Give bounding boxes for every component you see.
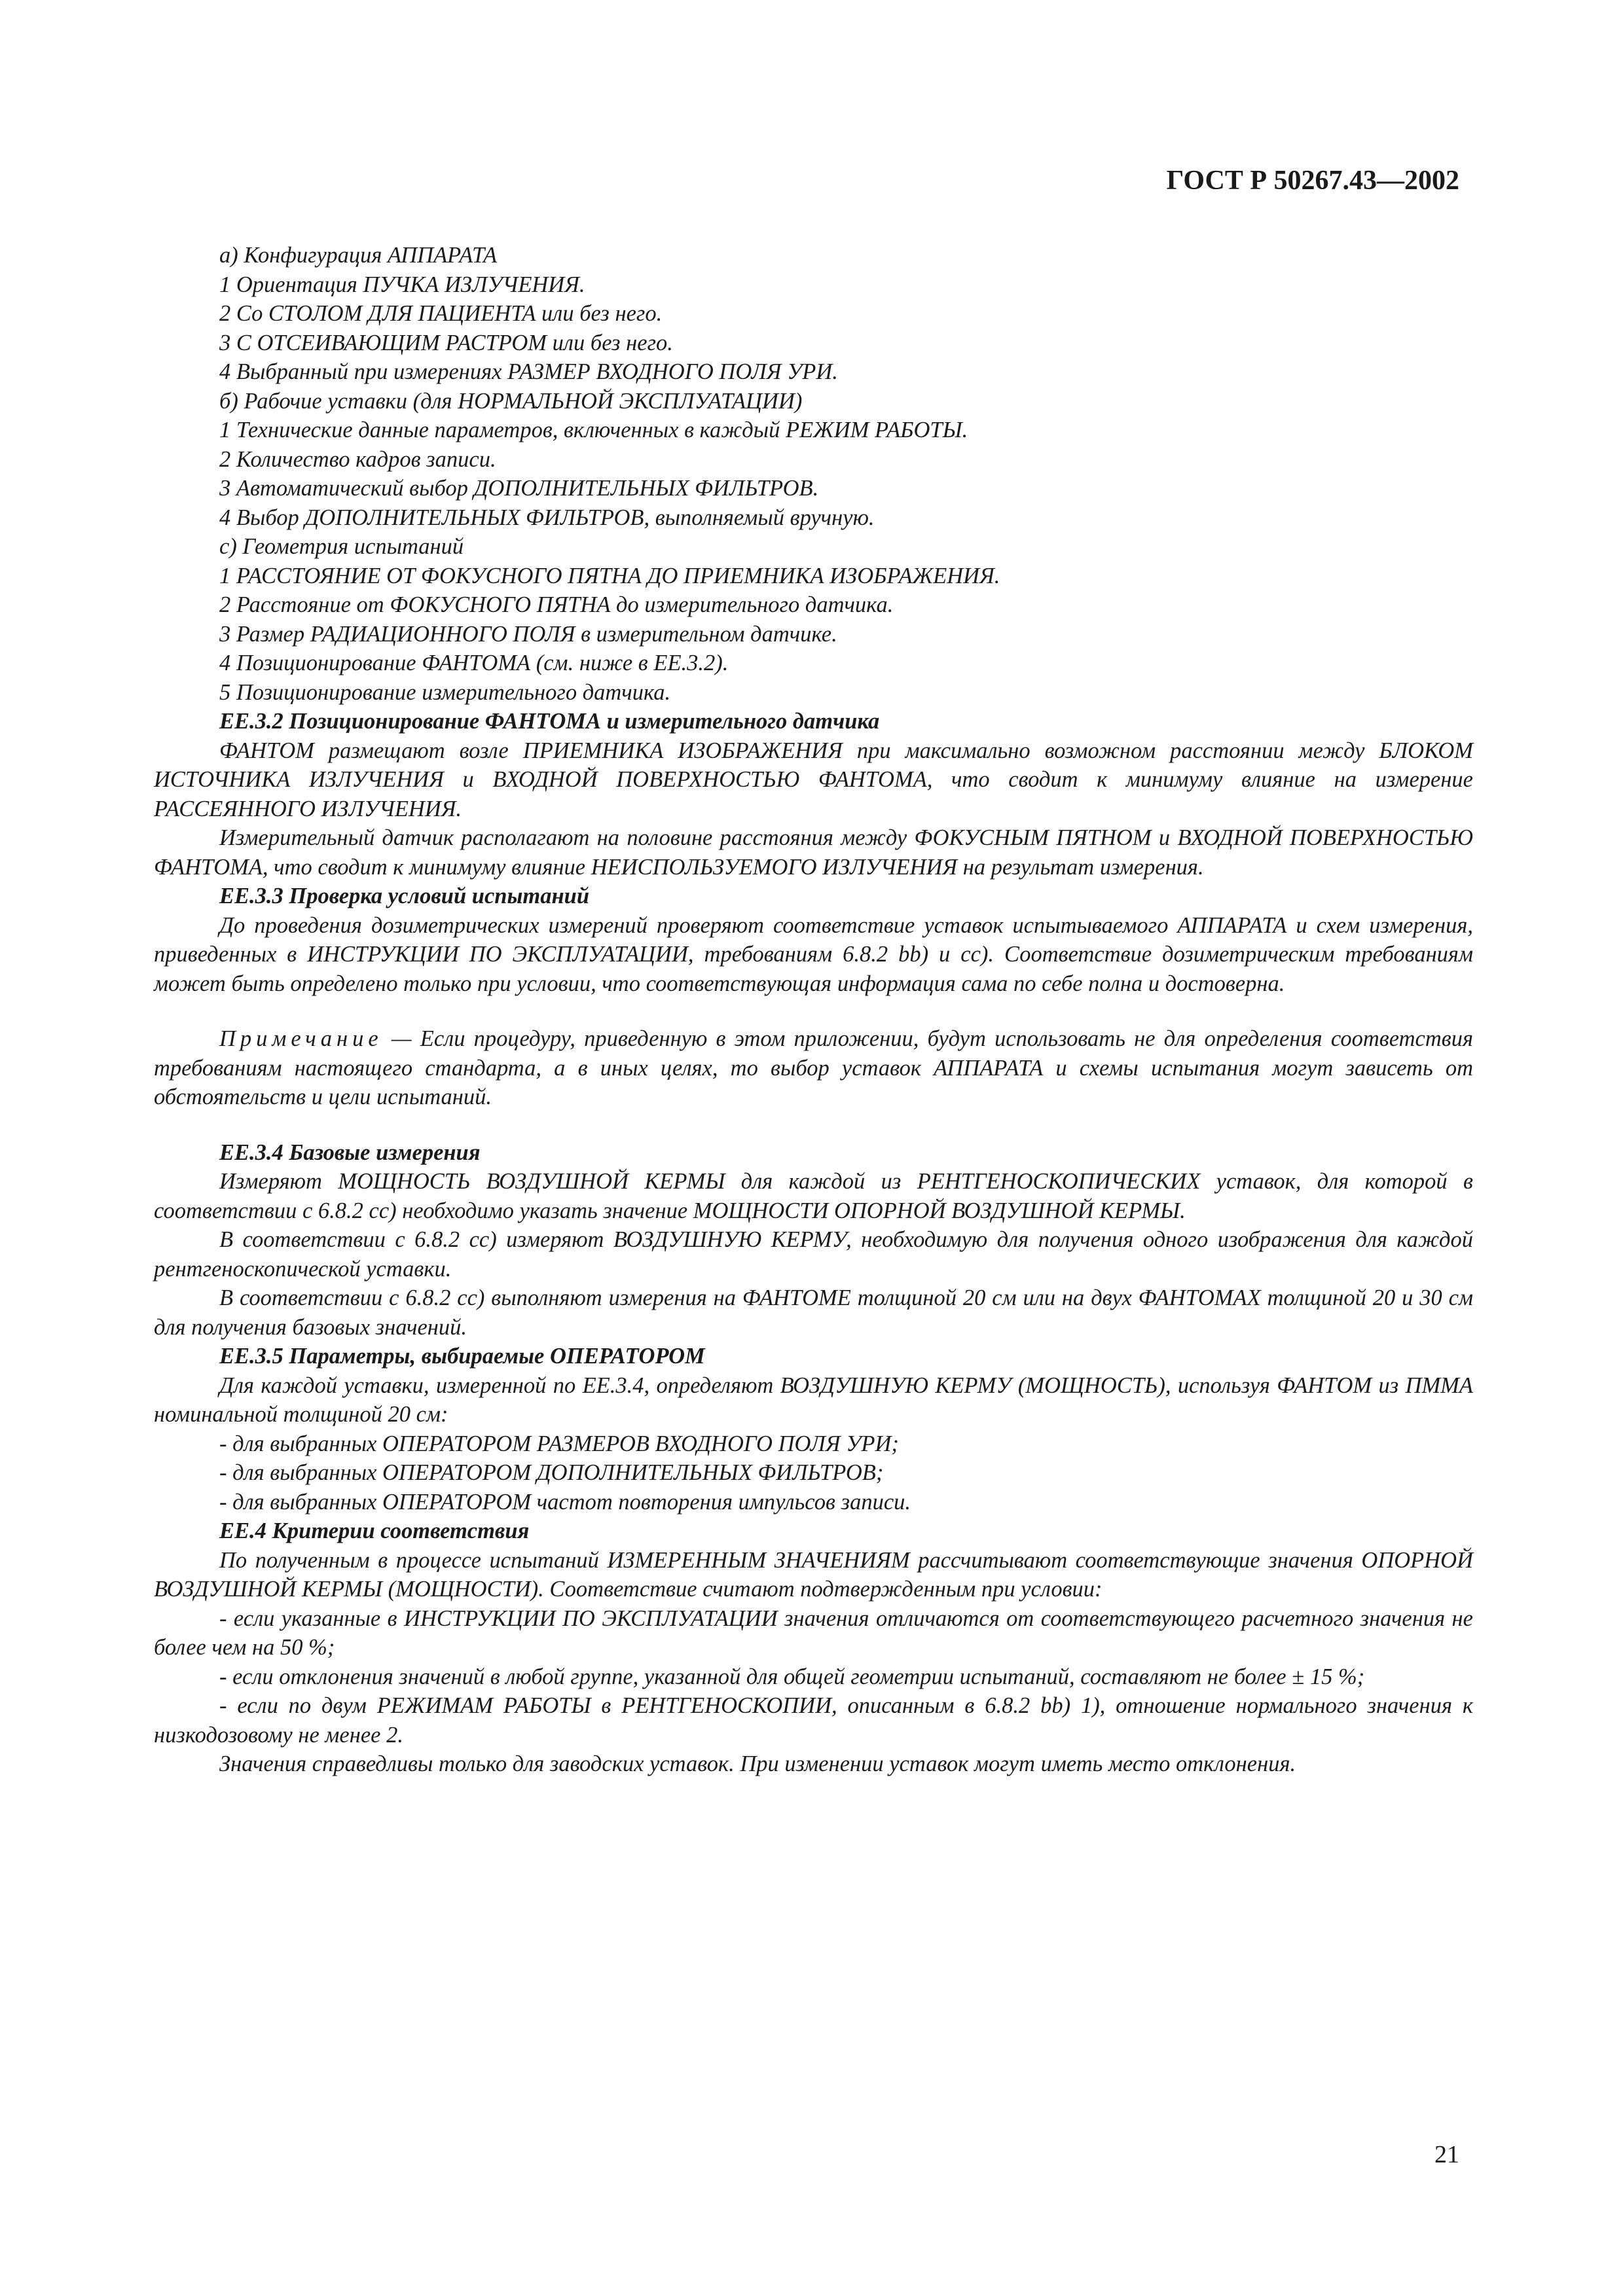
criterion: - если по двум РЕЖИМАМ РАБОТЫ в РЕНТГЕНОСКОПИИ, описанным в 6.8.2 bb) 1), отношение нормального значения к низкодозовому не менее 2. [154,1693,1473,1748]
list-item: 4 Позиционирование ФАНТОМА (см. ниже в ЕЕ.3.2). [219,651,729,675]
paragraph: В соответствии с 6.8.2 cc) выполняют измерения на ФАНТОМЕ толщиной 20 см или на двух ФАНТОМАХ толщиной 20 и 30 см для получения базовых значений. [154,1285,1473,1340]
note-text: — Если процедуру, приведенную в этом приложении, будут использовать не для определения соответствия требованиям настоящего стандарта, а в иных целях, то выбор уставок АППАРАТА и схемы испытания могут зависеть от обстоятельств и цели испытаний. [154,1026,1473,1109]
list-item: а) Конфигурация АППАРАТА [219,243,498,268]
list-item: - для выбранных ОПЕРАТОРОМ РАЗМЕРОВ ВХОДНОГО ПОЛЯ УРИ; [219,1431,899,1456]
list-item: 3 Размер РАДИАЦИОННОГО ПОЛЯ в измерительном датчике. [219,621,837,647]
paragraph: ФАНТОМ размещают возле ПРИЕМНИКА ИЗОБРАЖЕНИЯ при максимально возможном расстоянии между БЛОКОМ ИСТОЧНИКА ИЗЛУЧЕНИЯ и ВХОДНОЙ ПОВЕРХНОСТЬЮ ФАНТОМА, что сводит к минимуму влияние на измерение РАССЕЯННОГО ИЗЛУЧЕНИЯ. [154,738,1473,821]
list-item: - для выбранных ОПЕРАТОРОМ ДОПОЛНИТЕЛЬНЫХ ФИЛЬТРОВ; [219,1460,884,1485]
criterion: - если указанные в ИНСТРУКЦИИ ПО ЭКСПЛУАТАЦИИ значения отличаются от соответствующего расчетного значения не более чем на 50 %; [154,1605,1473,1660]
note [154,1024,1473,1112]
section-heading-ee-3-4: ЕЕ.3.4 Базовые измерения [219,1139,481,1165]
paragraph: По полученным в процессе испытаний ИЗМЕРЕННЫМ ЗНАЧЕНИЯМ рассчитывают соответствующие значения ОПОРНОЙ ВОЗДУШНОЙ КЕРМЫ (МОЩНОСТИ). Соответствие считают подтвержденным при условии: [154,1547,1473,1602]
list-item: с) Геометрия испытаний [219,534,464,559]
list-item: 3 С ОТСЕИВАЮЩИМ РАСТРОМ или без него. [219,330,673,355]
list-item: 4 Выбранный при измерениях РАЗМЕР ВХОДНОГО ПОЛЯ УРИ. [219,359,838,384]
paragraph: В соответствии с 6.8.2 cc) измеряют ВОЗДУШНУЮ КЕРМУ, необходимую для получения одного изображения для каждой рентгеноскопической уставки. [154,1227,1473,1282]
paragraph: Измерительный датчик располагают на половине расстояния между ФОКУСНЫМ ПЯТНОМ и ВХОДНОЙ ПОВЕРХНОСТЬЮ ФАНТОМА, что сводит к минимуму влияние НЕИСПОЛЬЗУЕМОГО ИЗЛУЧЕНИЯ на результат измерения. [154,825,1473,880]
section-heading-ee-3-3: ЕЕ.3.3 Проверка условий испытаний [219,884,590,908]
list-item: 5 Позиционирование измерительного датчика. [219,679,671,705]
list-item: 2 Количество кадров записи. [219,446,496,472]
page-content [154,241,1473,1779]
document-id: ГОСТ Р 50267.43—2002 [1166,166,1459,196]
criterion: - если отклонения значений в любой группе, указанной для общей геометрии испытаний, составляют не более ± 15 %; [219,1664,1365,1689]
paragraph: Измеряют МОЩНОСТЬ ВОЗДУШНОЙ КЕРМЫ для каждой из РЕНТГЕНОСКОПИЧЕСКИХ уставок, для которой в соответствии с 6.8.2 cc) необходимо указать значение МОЩНОСТИ ОПОРНОЙ ВОЗДУШНОЙ КЕРМЫ. [154,1169,1473,1223]
list-item: б) Рабочие уставки (для НОРМАЛЬНОЙ ЭКСПЛУАТАЦИИ) [219,388,803,414]
list-item: 3 Автоматический выбор ДОПОЛНИТЕЛЬНЫХ ФИЛЬТРОВ. [219,476,819,501]
list-item: 4 Выбор ДОПОЛНИТЕЛЬНЫХ ФИЛЬТРОВ, выполняемый вручную. [219,505,875,530]
paragraph: Значения справедливы только для заводских уставок. При изменении уставок могут иметь место отклонения. [219,1751,1296,1776]
section-heading-ee-4: ЕЕ.4 Критерии соответствия [219,1518,530,1543]
list-item: 2 Расстояние от ФОКУСНОГО ПЯТНА до измерительного датчика. [219,592,894,617]
section-heading-ee-3-5: ЕЕ.3.5 Параметры, выбираемые ОПЕРАТОРОМ [219,1344,705,1369]
note-label: Примечание [219,1026,383,1051]
section-heading-ee-3-2: ЕЕ.3.2 Позиционирование ФАНТОМА и измерительного датчика [219,709,880,734]
list-item: 1 Технические данные параметров, включенных в каждый РЕЖИМ РАБОТЫ. [219,418,968,442]
paragraph: Для каждой уставки, измеренной по ЕЕ.3.4, определяют ВОЗДУШНУЮ КЕРМУ (МОЩНОСТЬ), используя ФАНТОМ из ПММА номинальной толщиной 20 см: [154,1372,1473,1427]
paragraph: До проведения дозиметрических измерений проверяют соответствие уставок испытываемого АППАРАТА и схем измерения, приведенных в ИНСТРУКЦИИ ПО ЭКСПЛУАТАЦИИ, требованиям 6.8.2 bb) и cc). Соответствие дозиметрическим требованиям может быть определено только при условии, что соответствующая информация сама по себе полна и достоверна. [154,912,1473,996]
list-item: - для выбранных ОПЕРАТОРОМ частот повторения импульсов записи. [219,1489,911,1515]
list-item: 2 Со СТОЛОМ ДЛЯ ПАЦИЕНТА или без него. [219,301,663,326]
page-number: 21 [1434,2141,1459,2168]
list-item: 1 РАССТОЯНИЕ ОТ ФОКУСНОГО ПЯТНА ДО ПРИЕМНИКА ИЗОБРАЖЕНИЯ. [219,563,1000,588]
list-item: 1 Ориентация ПУЧКА ИЗЛУЧЕНИЯ. [219,272,585,297]
